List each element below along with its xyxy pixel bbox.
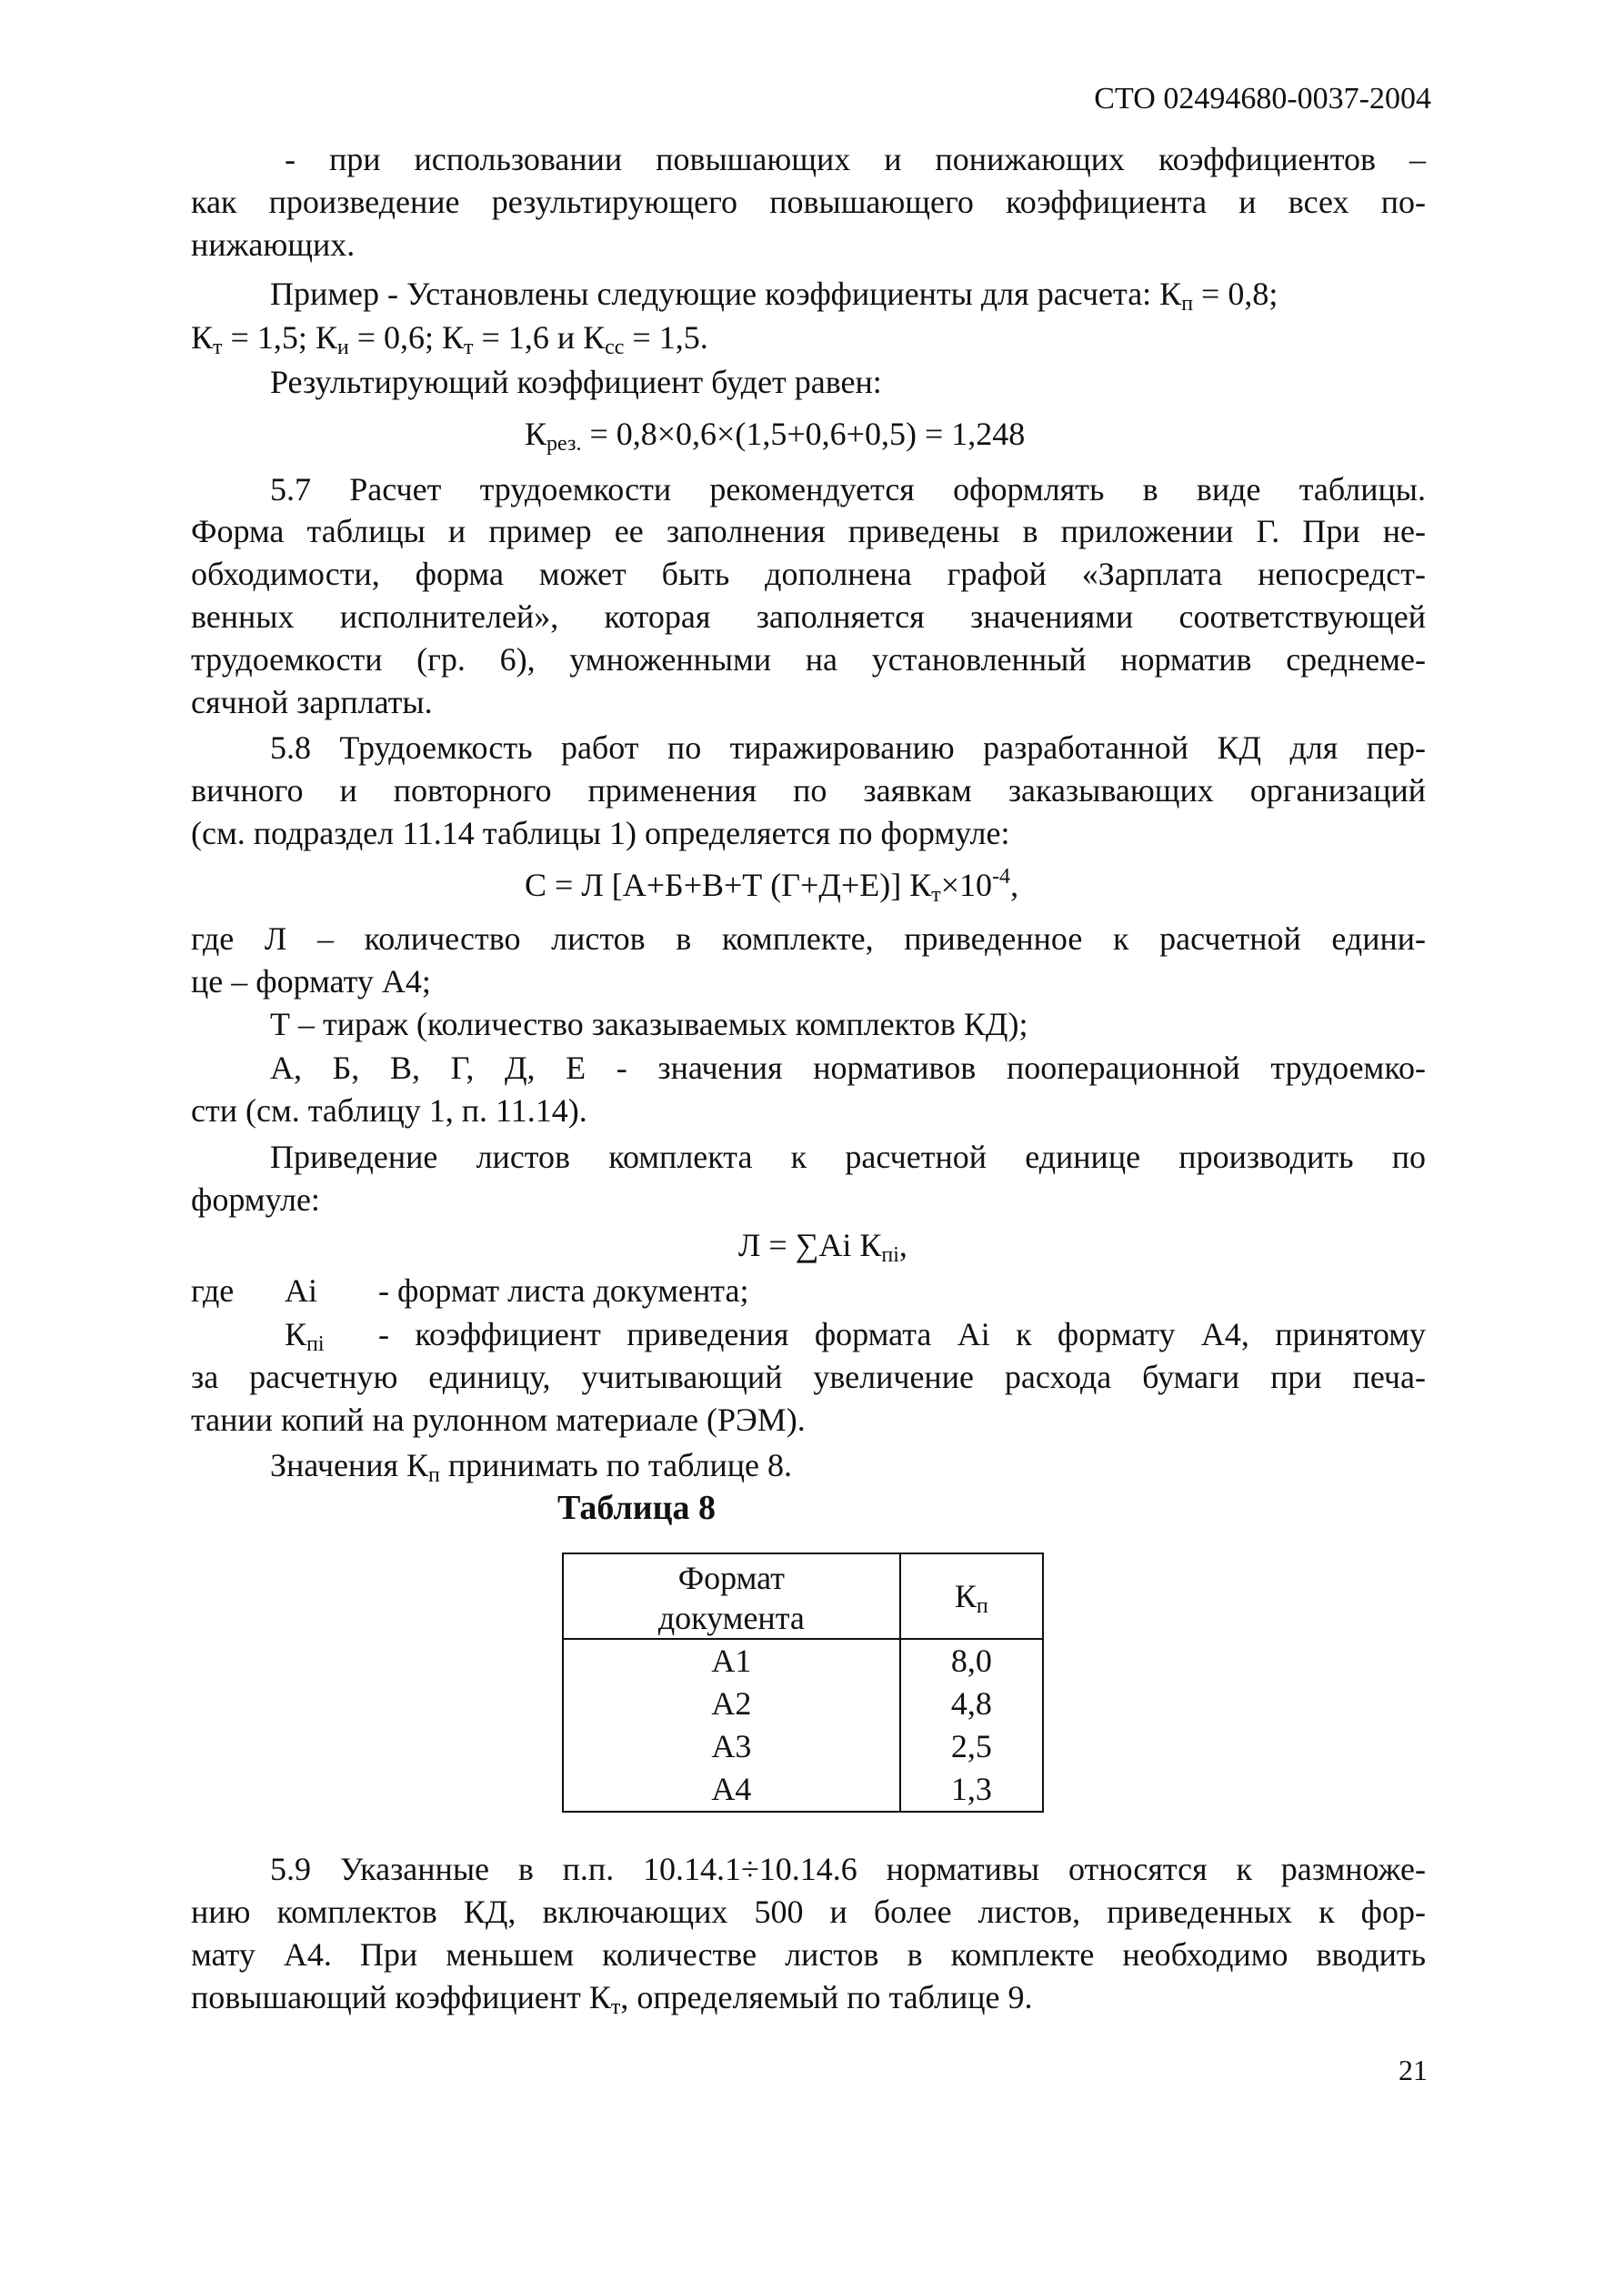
table-8 xyxy=(562,1553,1044,1813)
def-text: тании копий на рулонном материале (РЭМ). xyxy=(191,1402,806,1438)
paragraph-5-9: повышающий коэффициент $К_т$, определяемый по таблице 9. xyxy=(191,1979,1033,2019)
def-text: - коэффициент приведения формата Аi к формату А4, принятому xyxy=(378,1316,1426,1352)
paragraph-5-8: вичного и повторного применения по заявкам заказывающих организаций xyxy=(191,772,1426,809)
column-header-format: Формат документа xyxy=(563,1553,900,1639)
text-line: - при использовании повышающих и понижающих коэффициентов – xyxy=(285,141,1426,177)
document-code-header: СТО 02494680-0037-2004 xyxy=(1094,82,1431,116)
format-cell: А3 xyxy=(563,1725,900,1768)
format-cell: А2 xyxy=(563,1683,900,1725)
table-row xyxy=(563,1683,1043,1725)
text-line: как произведение результирующего повышающего коэффициента и всех по- xyxy=(191,184,1426,220)
text-line: нижающих. xyxy=(191,226,356,263)
paragraph-5-9: мату А4. При меньшем количестве листов в комплекте необходимо вводить xyxy=(191,1936,1426,1973)
where-line: формуле: xyxy=(191,1181,320,1218)
table-row xyxy=(563,1768,1043,1812)
kn-cell: 8,0 xyxy=(900,1639,1043,1683)
table-row xyxy=(563,1639,1043,1683)
paragraph-5-8: 5.8 Трудоемкость работ по тиражированию разработанной КД для пер- xyxy=(270,729,1426,766)
paragraph-5-7: трудоемкости (гр. 6), умноженными на установленный норматив среднеме- xyxy=(191,641,1426,678)
formula-result: $К_{рез.} = 0,8\times 0,6\times(1,5+0,6+0,5) = 1,248$ xyxy=(525,416,1026,456)
paragraph-5-7: обходимости, форма может быть дополнена графой «Зарплата непосредст- xyxy=(191,556,1426,592)
paragraph-5-9: 5.9 Указанные в п.п. 10.14.1÷10.14.6 нормативы относятся к размноже- xyxy=(270,1851,1426,1887)
paragraph-5-7: венных исполнителей», которая заполняется значениями соответствующей xyxy=(191,598,1426,635)
page-number: 21 xyxy=(1398,2054,1428,2086)
where-line: сти (см. таблицу 1, п. 11.14). xyxy=(191,1092,587,1129)
def-label-where: где xyxy=(191,1272,235,1309)
where-line: А, Б, В, Г, Д, Е - значения нормативов пооперационной трудоемко- xyxy=(270,1050,1426,1086)
text-line: Результирующий коэффициент будет равен: xyxy=(270,364,882,400)
where-line: це – формату А4; xyxy=(191,963,431,1000)
format-cell: А1 xyxy=(563,1639,900,1683)
def-symbol: $К_{пi}$ xyxy=(285,1316,325,1356)
paragraph-5-7: 5.7 Расчет трудоемкости рекомендуется оформлять в виде таблицы. xyxy=(270,471,1426,507)
formula-c: С = Л [А+Б+В+Т (Г+Д+Е)] $К_т\times 10^{-4}$, xyxy=(525,865,1019,907)
paragraph-5-9: нию комплектов КД, включающих 500 и более листов, приведенных к фор- xyxy=(191,1894,1426,1930)
paragraph-5-7: Форма таблицы и пример ее заполнения приведены в приложении Г. При не- xyxy=(191,513,1426,549)
where-line: Приведение листов комплекта к расчетной единице производить по xyxy=(270,1139,1426,1175)
coefficients-line: $К_т = 1,5$; $К_и = 0,6$; $К_т = 1,6$ и $К_{сс} = 1,5$. xyxy=(191,319,708,359)
where-line: Т – тираж (количество заказываемых комплектов КД); xyxy=(270,1006,1028,1042)
table-title: Таблица 8 xyxy=(557,1489,717,1527)
table-row xyxy=(563,1725,1043,1768)
format-cell: А4 xyxy=(563,1768,900,1812)
where-line: где Л – количество листов в комплекте, приведенное к расчетной едини- xyxy=(191,920,1426,957)
kn-cell: 4,8 xyxy=(900,1683,1043,1725)
def-text: за расчетную единицу, учитывающий увеличение расхода бумаги при печа- xyxy=(191,1359,1426,1395)
example-text: Пример - Установлены следующие коэффициенты для расчета: $К_п = 0,8$; xyxy=(270,276,1278,316)
kn-cell: 1,3 xyxy=(900,1768,1043,1812)
def-text: - формат листа документа; xyxy=(378,1272,749,1309)
def-symbol: Аi xyxy=(285,1272,317,1309)
paragraph-5-8: (см. подраздел 11.14 таблицы 1) определяется по формуле: xyxy=(191,815,1010,851)
kn-values-line: Значения $К_п$ принимать по таблице 8. xyxy=(270,1447,792,1487)
paragraph-5-7: сячной зарплаты. xyxy=(191,684,433,720)
formula-l: Л = ∑Аi $К_{пi}$, xyxy=(738,1227,907,1267)
kn-cell: 2,5 xyxy=(900,1725,1043,1768)
column-header-kn: $К_п$ xyxy=(900,1553,1043,1639)
example-line xyxy=(270,274,1426,314)
